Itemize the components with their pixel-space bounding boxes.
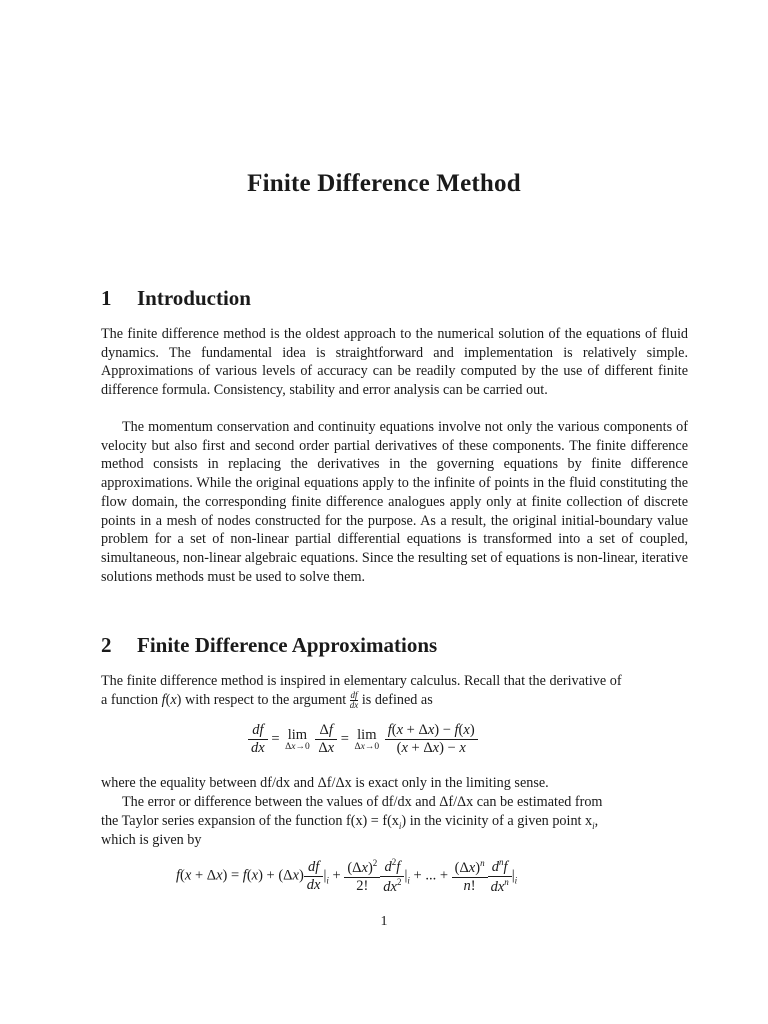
section-2-intro-line-2: a function f(x) with respect to the argument $\frac{df}{dx}$ is defined as (101, 690, 433, 710)
section-2-title: Finite Difference Approximations (137, 633, 438, 657)
error-paragraph-line-2: the Taylor series expansion of the function $f(x) = f(x_i)$ in the vicinity of a given point $x_i$, (101, 813, 599, 831)
section-2-intro-line-1: The finite difference method is inspired in elementary calculus. Recall that the derivative of (101, 673, 622, 689)
inline-df-dx-fraction: $\frac{df}{dx}$ (349, 690, 359, 710)
intro-paragraph-1: The finite difference method is the oldest approach to the numerical solution of the equations of fluid dynamics. The fundamental idea is straightforward and implementation is relatively simple. Approximations of various levels of accuracy can be readily computed by the use of different finite difference formula. Consistency, stability and error analysis can be carried out. (101, 326, 688, 399)
error-paragraph-line-1: The error or difference between the values of df/dx and Δf/Δx can be estimated from (122, 794, 603, 810)
intro-paragraph-2: The momentum conservation and continuity equations involve not only the various components of velocity but also first and second order partial derivatives of these components. The finite difference method consists in replacing the derivatives in the governing equations by finite difference approximations. While the original equations apply to the infinite of points in the fluid constituting the flow domain, the corresponding finite difference analogues apply only at finite collection of discrete points in a mesh of nodes constructed for the purpose. As a result, the original initial-boundary value problem for a set of non-linear partial differential equations is transformed into a set of coupled, simultaneous, non-linear algebraic equations. Since the resulting set of equations is non-linear, iterative solutions methods must be used to solve them. (101, 419, 688, 585)
section-1-number: 1 (101, 286, 112, 310)
error-paragraph-line-3: which is given by (101, 832, 202, 848)
derivative-definition-equation: $\frac{df}{dx}$ = lim Δx→0 $\frac{\Delta f}{\Delta x}$ = lim Δx→0 $\frac{f(x + \Delta x) - f(x)}{(x + \Delta x) - x}$ (248, 722, 478, 757)
section-1-heading (101, 286, 251, 311)
taylor-series-equation: f(x + Δx) = f(x) + (Δx) $\frac{df}{dx}$ $|_i$ + $\frac{(\Delta x)^2}{2!}$ $\frac{d^2f}{dx^2}$ $|_i$ + ... + $\frac{(\Delta x)^n}{n!}$ $\frac{d^nf}{dx^n}$ $|_i$ (176, 857, 518, 895)
section-1-title: Introduction (137, 286, 251, 310)
document-title: Finite Difference Method (247, 170, 521, 197)
section-2-heading (101, 633, 437, 658)
section-2-number: 2 (101, 633, 112, 657)
page-number: 1 (380, 914, 388, 929)
equality-note-line: where the equality between df/dx and Δf/Δx is exact only in the limiting sense. (101, 775, 549, 791)
